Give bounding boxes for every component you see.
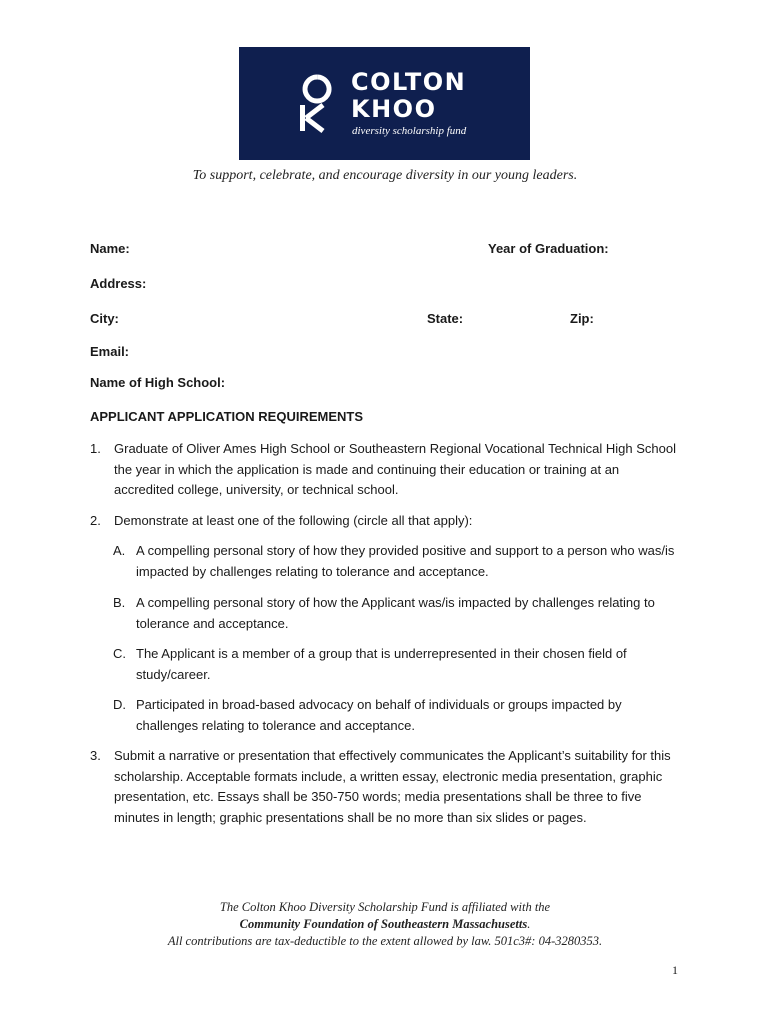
item-text: Demonstrate at least one of the following (circle all that apply):	[114, 513, 473, 528]
item-text: Submit a narrative or presentation that effectively communicates the Applicant’s suitability for this scholarship. Acceptable formats include, a written essay, electronic media presentation, graphic presentation, etc. Essays shall be 350-750 words; media presentations shall be three to five minutes in length; graphic presentations shall be no more than six slides or pages.	[114, 748, 671, 825]
foundation-period: .	[527, 917, 531, 931]
subitem-text: A compelling personal story of how they provided positive and support to a person who was/is impacted by challenges relating to tolerance and acceptance.	[136, 543, 675, 579]
colton-khoo-logo	[239, 47, 530, 160]
subitem-text: A compelling personal story of how the Applicant was/is impacted by challenges relating to tolerance and acceptance.	[136, 595, 655, 631]
subitem-letter: D.	[113, 697, 126, 712]
page-number: 1	[672, 963, 678, 977]
foundation-name: Community Foundation of Southeastern Massachusetts	[239, 917, 528, 931]
requirement-subitem-b	[113, 593, 683, 634]
requirement-subitem-a	[113, 541, 683, 582]
requirement-subitem-d	[113, 695, 683, 736]
address-label: Address:	[90, 276, 147, 291]
item-number: 3.	[90, 748, 101, 763]
requirement-item-1	[90, 439, 682, 501]
high-school-label: Name of High School:	[90, 375, 226, 390]
item-text: Graduate of Oliver Ames High School or Southeastern Regional Vocational Technical High School the year in which the application is made and continuing their education or training at an accredited college, university, or technical school.	[114, 441, 676, 497]
subitem-letter: A.	[113, 543, 126, 558]
subitem-letter: C.	[113, 646, 126, 661]
ck-monogram-icon	[297, 71, 337, 135]
subitem-letter: B.	[113, 595, 126, 610]
requirement-item-3	[90, 746, 682, 828]
requirements-heading: APPLICANT APPLICATION REQUIREMENTS	[90, 409, 364, 424]
name-label: Name:	[90, 241, 130, 256]
requirement-subitem-c	[113, 644, 683, 685]
logo-line-khoo: KHOO	[351, 95, 437, 123]
zip-label: Zip:	[570, 311, 594, 326]
tagline: To support, celebrate, and encourage diversity in our young leaders.	[192, 168, 578, 183]
item-number: 1.	[90, 441, 101, 456]
footer-affiliation: The Colton Khoo Diversity Scholarship Fund is affiliated with the	[219, 900, 551, 914]
subitem-text: The Applicant is a member of a group that is underrepresented in their chosen field of study/career.	[136, 646, 627, 682]
footer-tax-note: All contributions are tax-deductible to the extent allowed by law. 501c3#: 04-3280353.	[167, 934, 603, 948]
city-label: City:	[90, 311, 119, 326]
logo-subtitle: diversity scholarship fund	[352, 125, 467, 137]
state-label: State:	[427, 311, 464, 326]
email-label: Email:	[90, 344, 130, 359]
logo-line-colton: COLTON	[351, 68, 467, 96]
requirement-item-2	[90, 511, 682, 532]
item-number: 2.	[90, 513, 101, 528]
year-of-graduation-label: Year of Graduation:	[488, 241, 609, 256]
footer-foundation	[0, 917, 770, 932]
subitem-text: Participated in broad-based advocacy on behalf of individuals or groups impacted by challenges relating to tolerance and acceptance.	[136, 697, 622, 733]
